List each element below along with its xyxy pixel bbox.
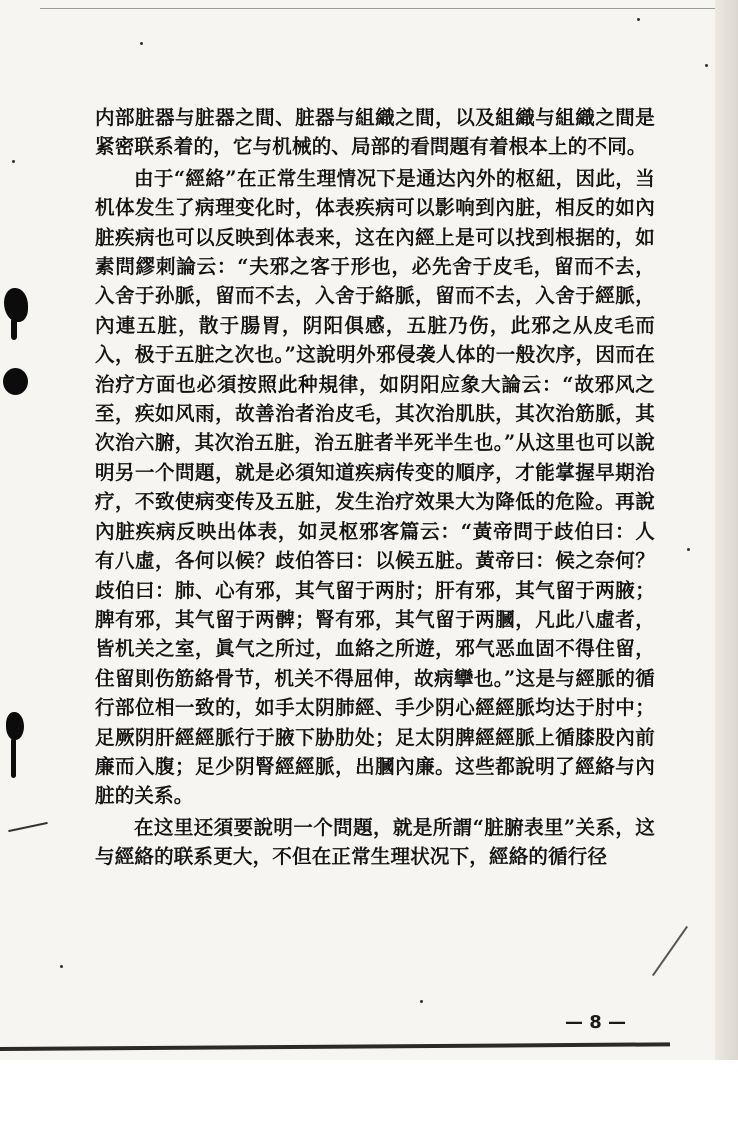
page-top-edge [40, 8, 730, 9]
page-right-edge [715, 0, 738, 1060]
page-number: — 8 — [565, 1012, 627, 1033]
paragraph-1: 内部脏器与脏器之間、脏器与組織之間，以及組織与組織之間是紧密联系着的，它与机械的、局部的看問題有着根本上的不同。 [95, 106, 655, 159]
punch-hole-mark [3, 368, 28, 395]
margin-scratch [8, 822, 48, 832]
ink-speck [637, 18, 640, 21]
ink-speck [420, 1000, 423, 1003]
paragraph-2: 由于“經絡”在正常生理情况下是通达內外的枢紐，因此，当机体发生了病理变化时，体表疾病可以影响到內脏，相反的如內脏疾病也可以反映到体表来，这在內經上是可以找到根据的，如素問繆刺論云：“夫邪之客于形也，必先舍于皮毛，留而不去，入舍于孙脈，留而不去，入舍于絡脈，留而不去，入舍于經脈，內連五脏，散于腸胃，阴阳俱感，五脏乃伤，此邪之从皮毛而入，极于五脏之次也。”这說明外邪侵袭人体的一般次序，因而在治疗方面也必須按照此种規律，如阴阳应象大論云：“故邪风之至，疾如风雨，故善治者治皮毛，其次治肌肤，其次治筋脈，其次治六腑，其次治五脏，治五脏者半死半生也。”从这里也可以說明另一个問題，就是必須知道疾病传变的順序，才能掌握早期治疗，不致使病变传及五脏，发生治疗效果大为降低的危险。再說內脏疾病反映出体表，如灵枢邪客篇云：“黃帝問于歧伯曰：人有八虛，各何以候？歧伯答曰：以候五脏。黃帝曰：候之奈何？歧伯曰：肺、心有邪，其气留于两肘；肝有邪，其气留于两腋；脾有邪，其气留于两髀；腎有邪，其气留于两膕，凡此八虛者，皆机关之室，眞气之所过，血絡之所遊，邪气恶血固不得住留，住留則伤筋絡骨节，机关不得屈伸，故病攣也。”这是与經脈的循行部位相一致的，如手太阴肺經、手少阴心經經脈均达于肘中；足厥阴肝經經脈行于腋下胁肋处；足太阴脾經經脈上循膝股內前廉而入腹；足少阴腎經經脈，出膕內廉。这些都說明了經絡与內脏的关系。 [95, 166, 655, 808]
punch-hole-mark [4, 288, 28, 322]
corner-fold-mark [652, 926, 688, 976]
punch-hole-mark [11, 318, 17, 340]
ink-speck [705, 64, 708, 67]
punch-hole-mark [11, 738, 16, 778]
ink-speck [60, 965, 63, 968]
paragraph-3: 在这里还須要說明一个問題，就是所謂“脏腑表里”关系，这与經絡的联系更大，不但在正常生理状况下，經絡的循行径 [95, 815, 655, 869]
ink-speck [140, 42, 143, 45]
page-bottom-edge [0, 1042, 670, 1051]
ink-speck [687, 548, 690, 551]
punch-hole-mark [6, 712, 24, 740]
body-text [95, 103, 655, 872]
ink-speck [12, 160, 15, 163]
